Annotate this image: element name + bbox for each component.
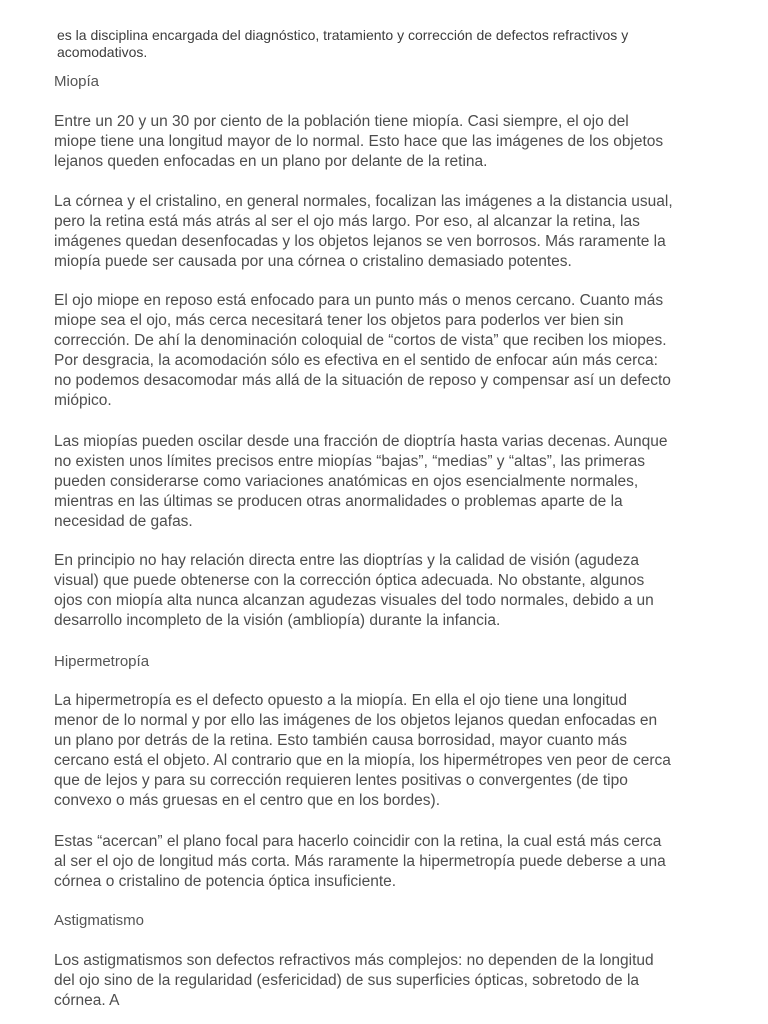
paragraph: Estas “acercan” el plano focal para hacerlo coincidir con la retina, la cual está más cerca al ser el ojo de longitud más corta. Más raramente la hipermetropía puede deberse a una córnea o cristalino de potencia óptica insuficiente. [54,833,666,890]
intro-text: es la disciplina encargada del diagnóstico, tratamiento y corrección de defectos refractivos y acomodativos. [57,27,629,60]
paragraph: En principio no hay relación directa entre las dioptrías y la calidad de visión (agudeza visual) que puede obtenerse con la corrección óptica adecuada. No obstante, algunos ojos con miopía alta nunca alcanzan agudezas visuales del todo normales, debido a un desarrollo incompleto de la visión (ambliopía) durante la infancia. [54,552,654,629]
paragraph: El ojo miope en reposo está enfocado para un punto más o menos cercano. Cuanto más miope sea el ojo, más cerca necesitará tener los objetos para poderlos ver bien sin corrección. De ahí la denominación coloquial de “cortos de vista” que reciben los miopes. Por desgracia, la acomodación sólo es efectiva en el sentido de enfocar aún más cerca: no podemos desacomodar más allá de la situación de reposo y compensar así un defecto miópico. [54,292,671,409]
paragraph: Las miopías pueden oscilar desde una fracción de dioptría hasta varias decenas. Aunque no existen unos límites precisos entre miopías “bajas”, “medias” y “altas”, las primeras pueden considerarse como variaciones anatómicas en ojos esencialmente normales, mientras en las últimas se producen otras anormalidades o problemas aparte de la necesidad de gafas. [54,433,668,530]
section-heading-hipermetropia: Hipermetropía [54,653,150,670]
paragraph: La hipermetropía es el defecto opuesto a la miopía. En ella el ojo tiene una longitud menor de lo normal y por ello las imágenes de los objetos lejanos quedan enfocadas en un plano por detrás de la retina. Esto también causa borrosidad, mayor cuanto más cercano está el objeto. Al contrario que en la miopía, los hipermétropes ven peor de cerca que de lejos y para su corrección requieren lentes positivas o convergentes (de tipo convexo o más gruesas en el centro que en los bordes). [54,692,671,809]
paragraph: Los astigmatismos son defectos refractivos más complejos: no dependen de la longitud del ojo sino de la regularidad (esfericidad) de sus superficies ópticas, sobretodo de la córnea. A [54,952,654,1009]
paragraph: Entre un 20 y un 30 por ciento de la población tiene miopía. Casi siempre, el ojo del miope tiene una longitud mayor de lo normal. Esto hace que las imágenes de los objetos lejanos queden enfocadas en un plano por delante de la retina. [54,113,664,170]
section-heading-miopia: Miopía [54,73,100,90]
section-heading-astigmatismo: Astigmatismo [54,912,145,929]
paragraph: La córnea y el cristalino, en general normales, focalizan las imágenes a la distancia usual, pero la retina está más atrás al ser el ojo más largo. Por eso, al alcanzar la retina, las imágenes quedan desenfocadas y los objetos lejanos se ven borrosos. Más raramente la miopía puede ser causada por una córnea o cristalino demasiado potentes. [54,193,673,270]
